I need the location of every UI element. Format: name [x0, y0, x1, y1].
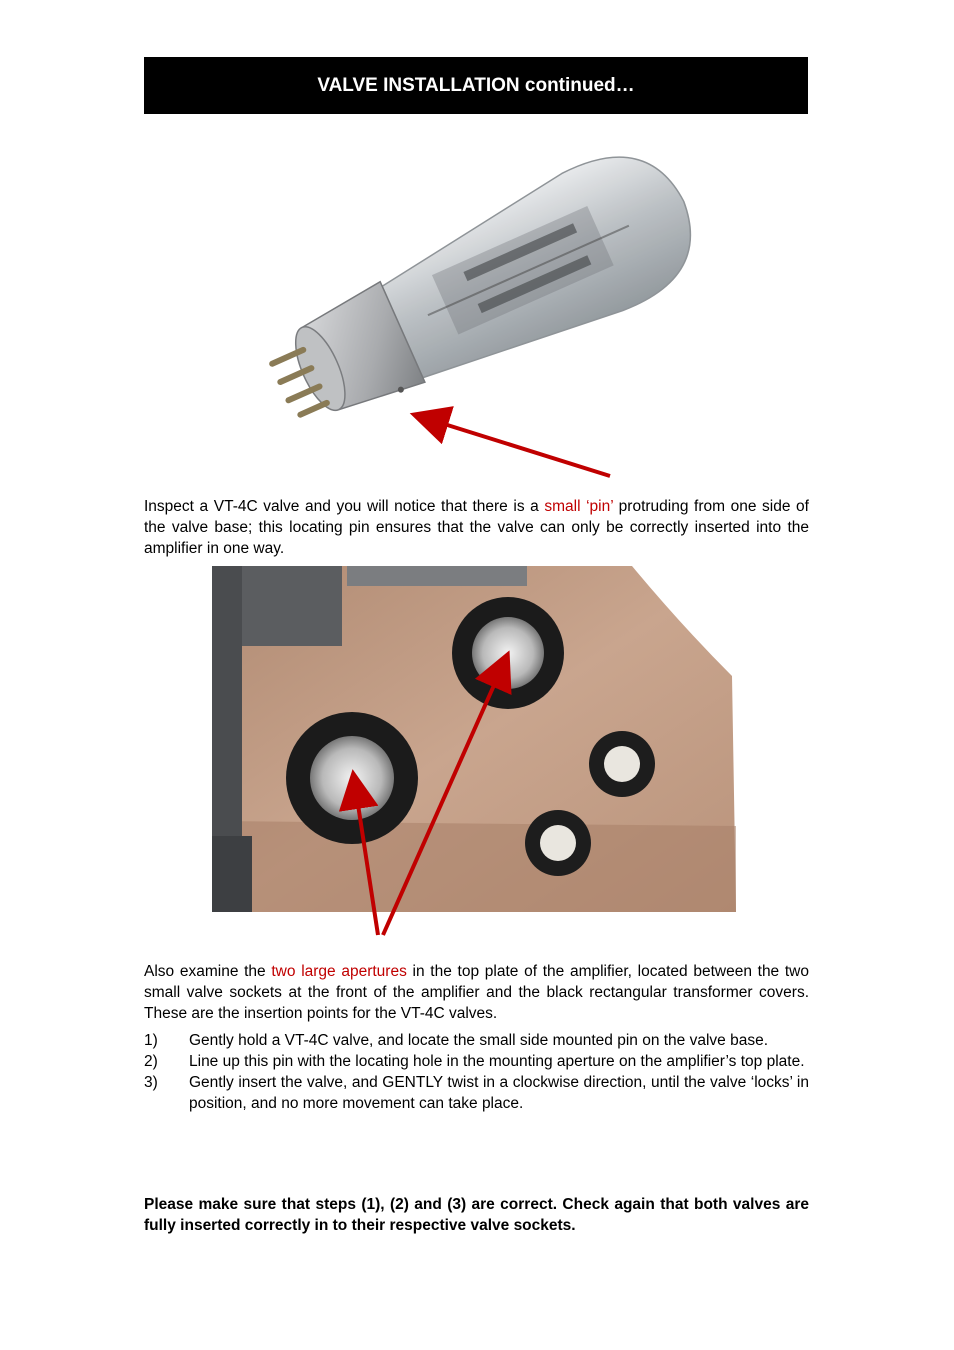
apertures-paragraph [144, 961, 809, 1024]
step-text: Gently insert the valve, and GENTLY twist in a clockwise direction, until the valve ‘locks’ in position, and no more movement can take place. [189, 1074, 809, 1112]
step-text: Line up this pin with the locating hole in the mounting aperture on the amplifier’s top plate. [189, 1053, 805, 1070]
valve-photo [250, 135, 720, 480]
intro-text-start: Inspect a VT-4C valve and you will notice that there is a [144, 497, 545, 515]
safety-note: Please make sure that steps (1), (2) and (3) are correct. Check again that both valves are fully inserted correctly in to their respective valve sockets. [144, 1195, 809, 1234]
intro-paragraph [144, 496, 809, 559]
step-number: 1) [144, 1032, 158, 1049]
two-apertures-highlight: two large apertures [271, 962, 407, 980]
amplifier-top-plate-photo [212, 566, 736, 912]
page-title-banner [144, 57, 808, 114]
list-item [144, 1030, 809, 1051]
step-number: 3) [144, 1074, 158, 1091]
installation-steps [144, 1030, 809, 1114]
apertures-text-start: Also examine the [144, 962, 272, 980]
step-text: Gently hold a VT-4C valve, and locate the small side mounted pin on the valve base. [189, 1032, 769, 1049]
small-pin-highlight: small ‘pin’ [544, 497, 614, 515]
intro-text-end: protruding from one side of the valve base; this locating pin ensures that the valve can only be correctly inserted into the amplifier in one way. [144, 497, 809, 557]
list-item [144, 1051, 809, 1072]
apertures-text-end: in the top plate of the amplifier, located between the two small valve sockets at the front of the amplifier and the black rectangular transformer covers. These are the insertion points for the VT-4C valves. [144, 962, 809, 1022]
list-item [144, 1072, 809, 1114]
page-title: VALVE INSTALLATION continued… [317, 74, 635, 96]
step-number: 2) [144, 1053, 158, 1070]
